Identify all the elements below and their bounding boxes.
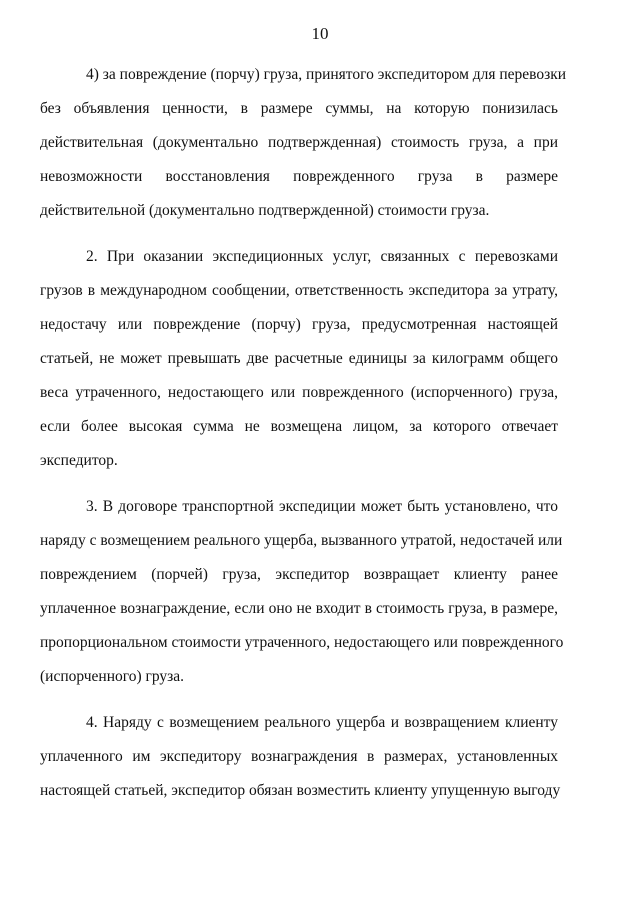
text-line: действительная (документально подтвержденная) стоимость груза, а при	[40, 134, 558, 151]
text-line: 2. При оказании экспедиционных услуг, связанных с перевозками	[86, 248, 558, 265]
text-line: веса утраченного, недостающего или поврежденного (испорченного) груза,	[40, 384, 558, 401]
text-line: повреждением (порчей) груза, экспедитор возвращает клиенту ранее	[40, 566, 558, 583]
text-line: пропорциональном стоимости утраченного, недостающего или поврежденного	[40, 634, 564, 651]
text-line: грузов в международном сообщении, ответственность экспедитора за утрату,	[40, 282, 558, 299]
text-line: наряду с возмещением реального ущерба, вызванного утратой, недостачей или	[40, 532, 563, 549]
text-line: 3. В договоре транспортной экспедиции может быть установлено, что	[86, 498, 558, 515]
paragraph-4	[40, 706, 561, 808]
paragraph-3	[40, 490, 564, 694]
text-line: без объявления ценности, в размере суммы, на которую понизилась	[40, 100, 558, 117]
paragraph-item-4	[40, 58, 567, 228]
page-number: 10	[311, 24, 329, 43]
text-line: 4) за повреждение (порчу) груза, принятого экспедитором для перевозки	[86, 66, 567, 83]
text-line: 4. Наряду с возмещением реального ущерба и возвращением клиенту	[86, 714, 558, 731]
text-line: если более высокая сумма не возмещена лицом, за которого отвечает	[40, 418, 558, 435]
document-body	[40, 58, 567, 820]
text-line: (испорченного) груза.	[40, 668, 185, 685]
text-line: уплаченное вознаграждение, если оно не входит в стоимость груза, в размере,	[40, 600, 558, 617]
text-line: недостачу или повреждение (порчу) груза, предусмотренная настоящей	[40, 316, 558, 333]
text-line: уплаченного им экспедитору вознаграждения в размерах, установленных	[40, 748, 558, 765]
paragraph-2	[40, 240, 558, 478]
text-line: невозможности восстановления поврежденного груза в размере	[40, 168, 558, 185]
text-line: экспедитор.	[40, 452, 118, 469]
text-line: настоящей статьей, экспедитор обязан возместить клиенту упущенную выгоду	[40, 782, 561, 799]
text-line: действительной (документально подтвержденной) стоимости груза.	[40, 202, 490, 219]
text-line: статьей, не может превышать две расчетные единицы за килограмм общего	[40, 350, 558, 367]
